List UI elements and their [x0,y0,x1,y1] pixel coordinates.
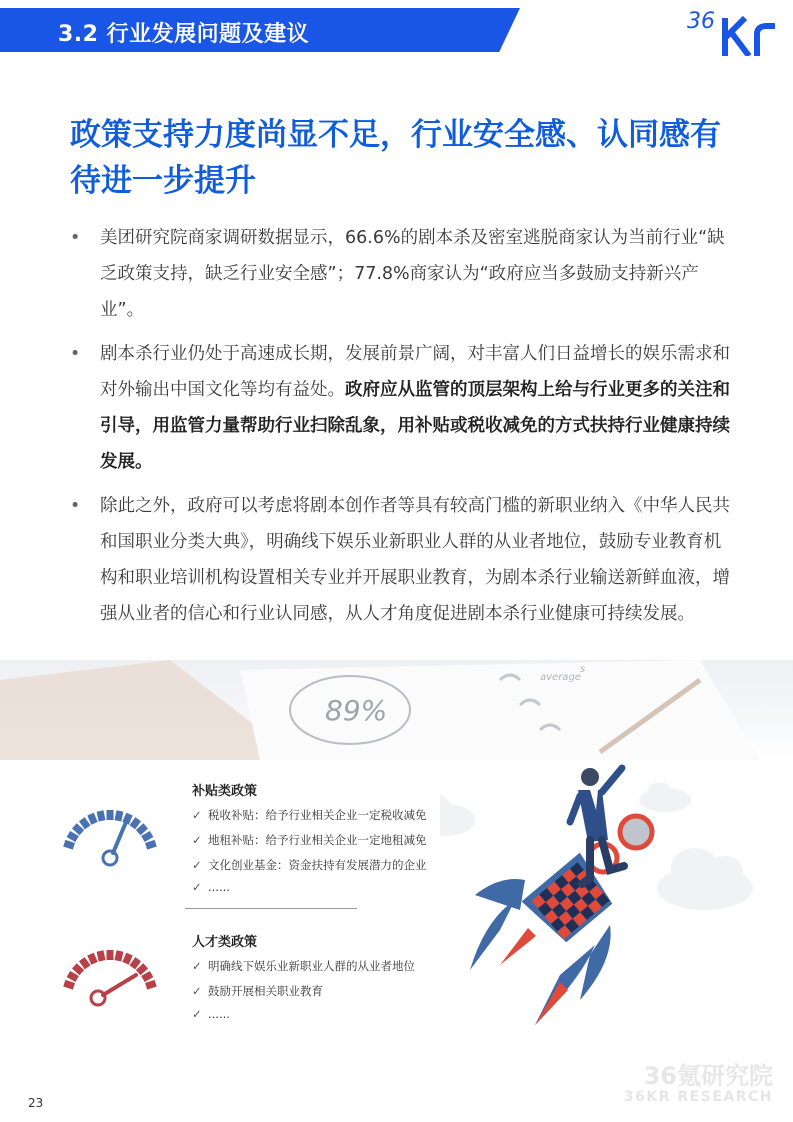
check-icon: ✓ [192,833,202,847]
talent-policy-item: ✓ ...... [192,1007,230,1021]
rocket-flame [535,982,568,1025]
gauge-tick [64,983,74,986]
talent-policy-item: ✓ 鼓励开展相关职业教育 [192,984,323,998]
36kr-logo [683,0,793,56]
gauge-tick [82,819,88,827]
check-icon: ✓ [192,808,202,822]
logo-k-mark [725,18,749,56]
gauge-needle [103,975,136,995]
page-title: 政策支持力度尚显不足，行业安全感、认同感有待进一步提升 [70,117,721,199]
subsidy-gauge-icon [58,800,162,872]
bullet-text: 美团研究院商家调研数据显示，66.6%的剧本杀及密室逃脱商家认为当前行业“缺乏政策支持，缺乏行业安全感”；77.8%商家认为“政府应当多鼓励支持新兴产业”。 [100,228,725,320]
talent-gauge-icon [58,940,162,1012]
gauge-tick [91,814,95,823]
watermark-en: 36KR RESEARCH [623,1089,773,1105]
gauge-tick [126,954,130,963]
subsidy-policy-item: ✓ 地租补贴：给予行业相关企业一定地租减免 [192,833,427,847]
section-title: 3.2 行业发展问题及建议 [58,22,310,47]
rocket-illustration [440,760,770,1030]
check-icon: ✓ [192,984,202,998]
photo-paper [240,660,760,760]
gauge-tick [138,826,146,833]
rocket-flame [500,928,536,965]
bullet-item [70,220,730,328]
photo-note-text: 89% [325,694,388,727]
check-icon: ✓ [192,1007,202,1021]
cloud-icon [657,848,753,910]
watermark-cn: 36氪研究院 [643,1062,773,1090]
gauge-tick [100,811,102,821]
notebook-photo [0,660,793,760]
gauge-tick [146,843,156,846]
gauge-tick [118,811,120,821]
policy-divider [185,908,357,909]
talent-policy-item: ✓ 明确线下娱乐业新职业人群的从业者地位 [192,959,415,973]
rocket-window [620,816,652,848]
check-icon: ✓ [192,959,202,973]
rocket-fin-upper [475,879,525,910]
gauge-tick [132,819,138,827]
photo-handwriting-2: s [580,664,586,675]
gauge-tick [143,834,152,839]
gauge-tick [132,959,138,967]
gauge-tick [68,834,77,839]
check-icon: ✓ [192,880,202,894]
gauge-ticks [64,950,155,986]
talent-policy-title: 人才类政策 [192,935,258,950]
subsidy-policy-item: ✓ 文化创业基金：资金扶持有发展潜力的企业 [192,858,427,872]
gauge-tick [91,954,95,963]
gauge-ticks [64,810,155,846]
bullet-item [70,336,730,480]
gauge-tick [82,959,88,967]
gauge-tick [74,966,82,973]
gauge-tick [146,983,156,986]
bullet-text: 剧本杀行业仍处于高速成长期，发展前景广阔，对丰富人们日益增长的娱乐需求和对外输出中国文化等均有益处。 [100,344,730,400]
check-icon: ✓ [192,858,202,872]
gauge-tick [74,826,82,833]
gauge-tick [64,843,74,846]
logo-r-mark [757,26,775,56]
cloud-icon [639,782,691,812]
logo-digits: 36 [687,9,715,34]
gauge-tick [143,974,152,979]
photo-handwriting: average [540,672,581,683]
subsidy-policy-item: ✓ 税收补贴：给予行业相关企业一定税收减免 [192,808,427,822]
bullet-item [70,488,730,632]
gauge-needle [113,822,126,853]
page-number: 23 [28,1096,44,1110]
cloud-icon [440,794,475,836]
rocket-fin-left [470,900,515,970]
gauge-tick [138,966,146,973]
bullet-bold-text: 政府应从监管的顶层架构上给与行业更多的关注和引导，用监管力量帮助行业扫除乱象，用补贴或税收减免的方式扶持行业健康持续发展。 [100,380,730,472]
bullet-text: 除此之外，政府可以考虑将剧本创作者等具有较高门槛的新职业纳入《中华人民共和国职业分类大典》，明确线下娱乐业新职业人群的从业者地位，鼓励专业教育机构和职业培训机构设置相关专业并开展职业教育，为剧本杀行业输送新鲜血液，增强从业者的信心和行业认同感，从人才角度促进剧本杀行业健康可持续发展。 [100,496,730,624]
subsidy-policy-title: 补贴类政策 [192,784,258,799]
subsidy-policy-item: ✓ ...... [192,880,230,894]
gauge-tick [68,974,77,979]
gauge-tick [100,951,102,961]
bullet-list [70,220,730,640]
rocket-checker-pattern [532,862,610,939]
gauge-tick [118,951,120,961]
